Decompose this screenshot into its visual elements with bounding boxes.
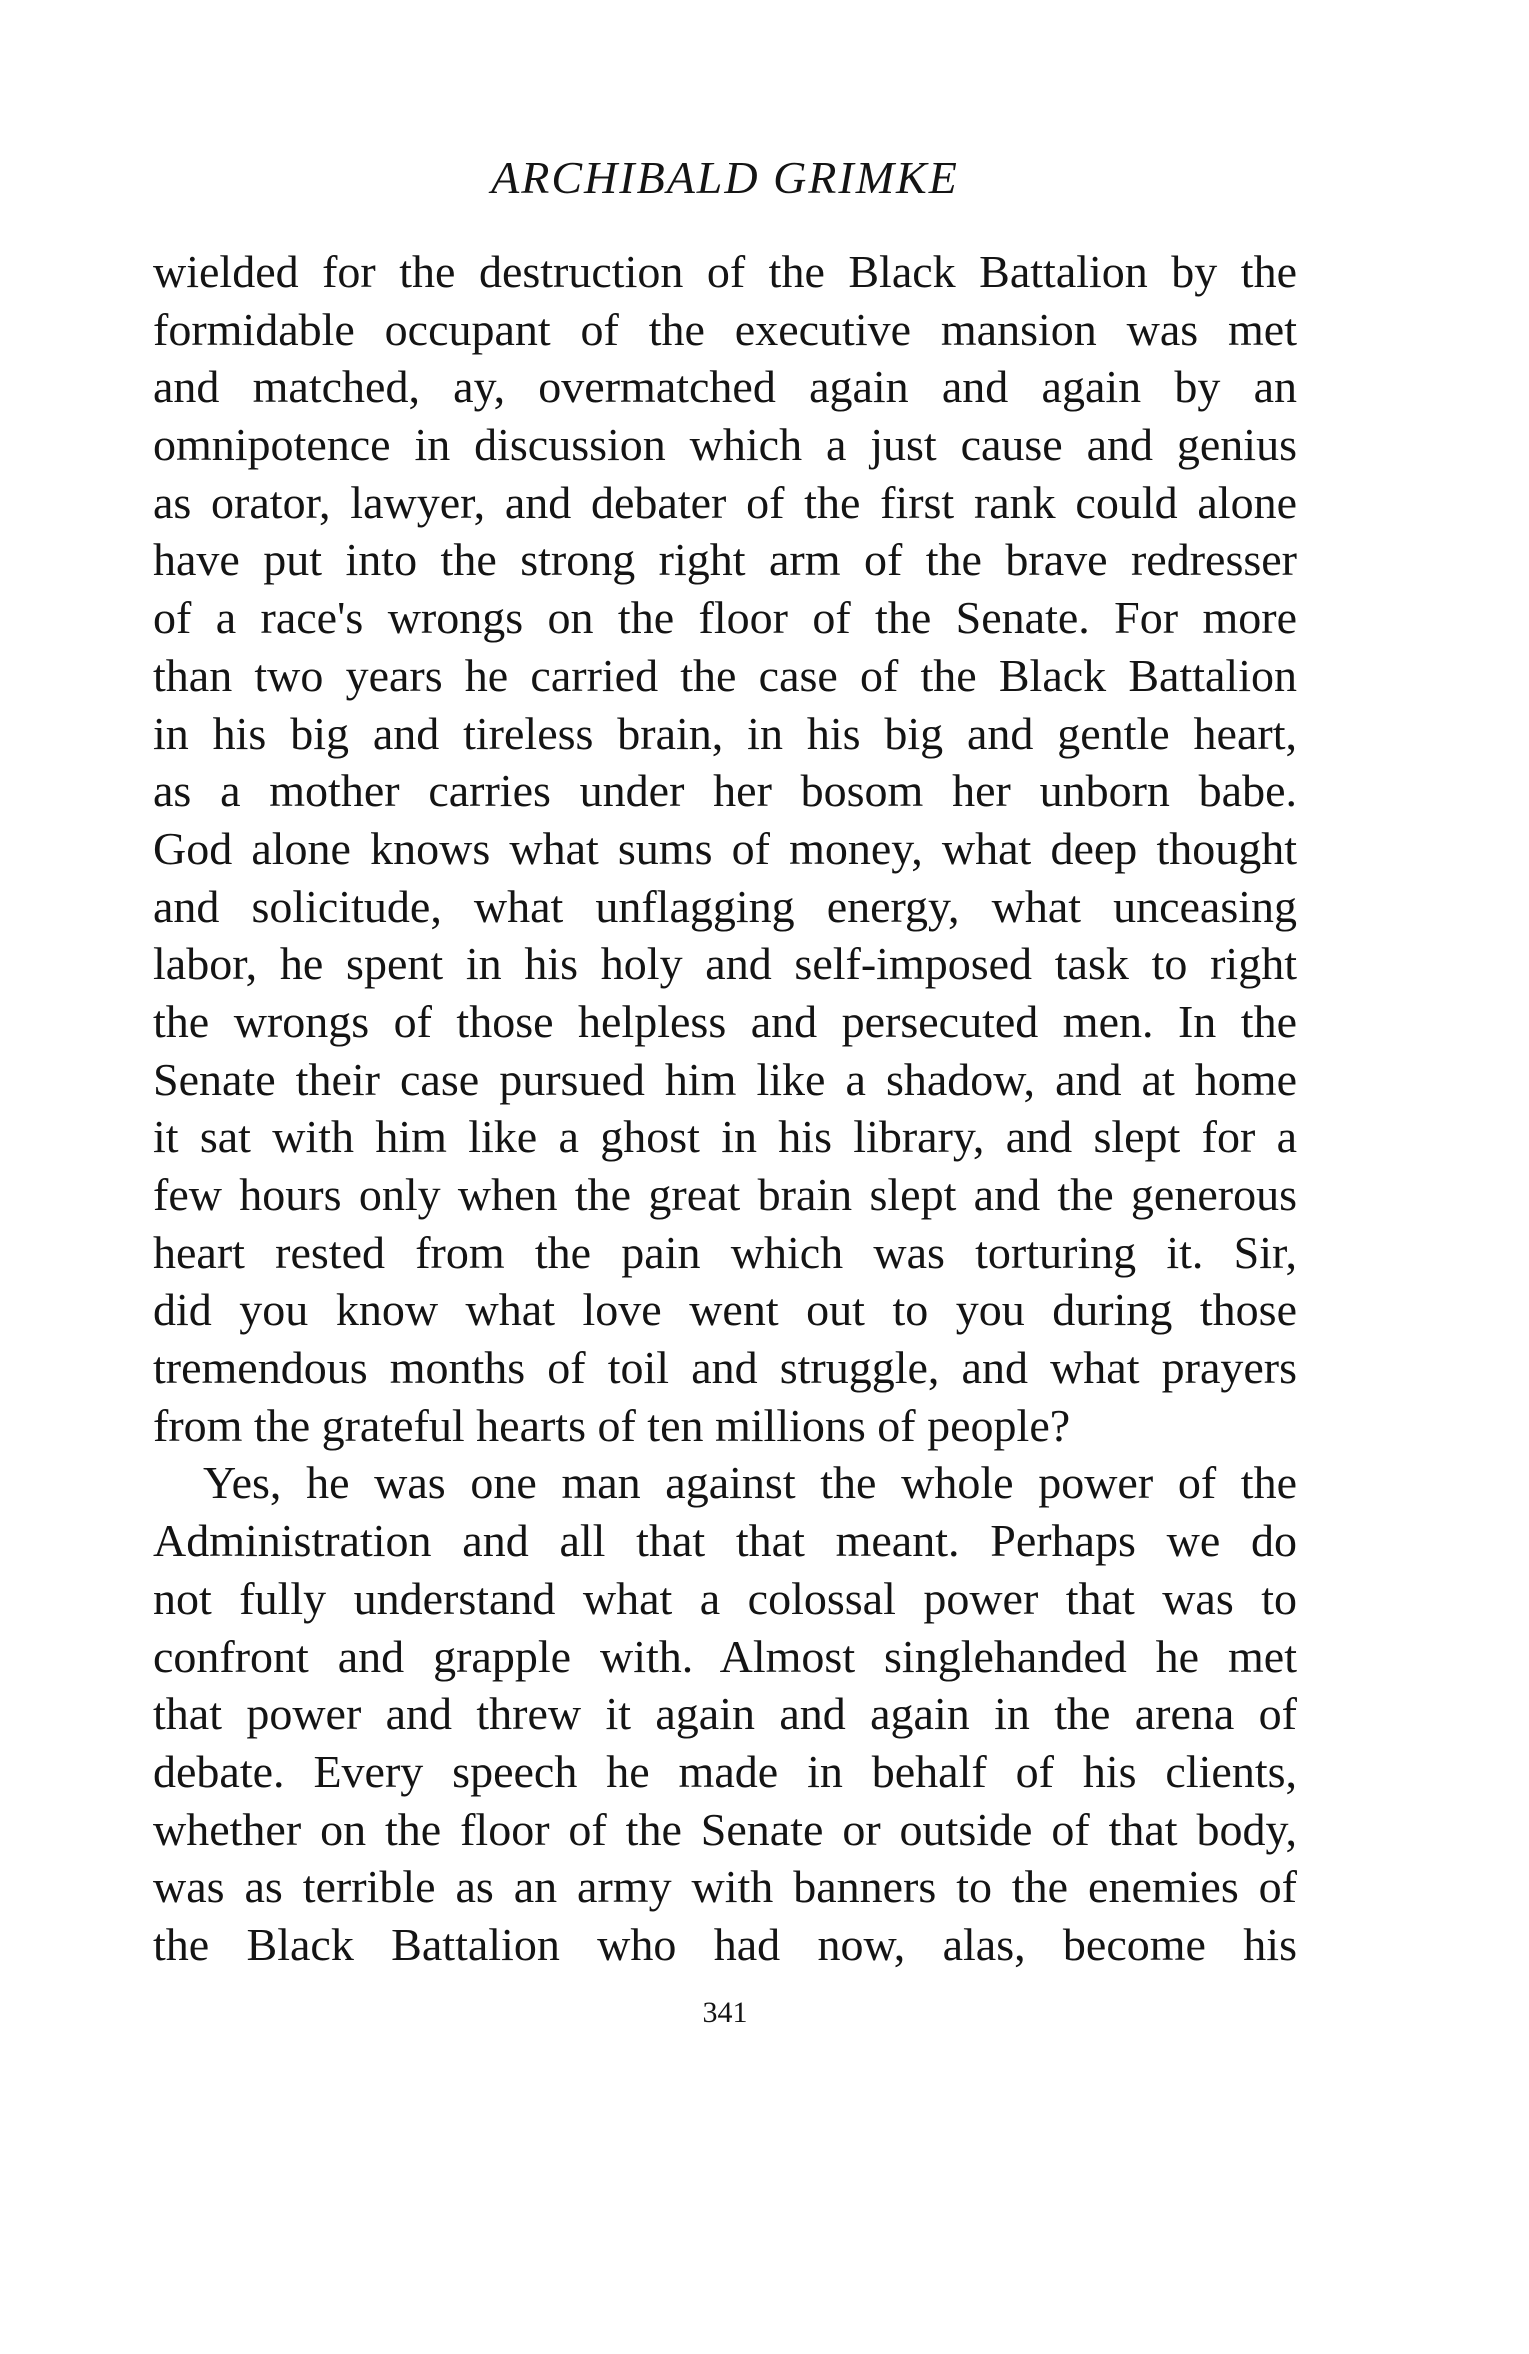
text-line: the Black Battalion who had now, alas, become his [153, 1918, 1297, 1970]
text-line: did you know what love went out to you during those [153, 1284, 1297, 1336]
paragraph-end-line: from the grateful hearts of ten millions of people? [153, 1399, 1071, 1451]
text-line: debate. Every speech he made in behalf of his clients, [153, 1745, 1297, 1797]
text-line: than two years he carried the case of the Black Battalion [153, 649, 1297, 701]
text-line: as orator, lawyer, and debater of the first rank could alone [153, 476, 1297, 528]
running-head: ARCHIBALD GRIMKE [491, 152, 959, 203]
text-line: of a race's wrongs on the floor of the Senate. For more [153, 592, 1297, 644]
text-line: few hours only when the great brain slept and the generous [153, 1169, 1297, 1220]
text-line: whether on the floor of the Senate or outside of that body, [153, 1803, 1297, 1855]
text-line: formidable occupant of the executive mansion was met [153, 303, 1297, 355]
text-line: and solicitude, what unflagging energy, what unceasing [153, 880, 1297, 932]
text-line: confront and grapple with. Almost singlehanded he met [153, 1630, 1297, 1682]
page-number: 341 [702, 1996, 748, 2029]
text-line: as a mother carries under her bosom her unborn babe. [153, 765, 1297, 817]
text-line: in his big and tireless brain, in his big and gentle heart, [153, 707, 1297, 759]
text-line: that power and threw it again and again in the arena of [153, 1688, 1297, 1740]
text-line: Senate their case pursued him like a shadow, and at home [153, 1053, 1297, 1105]
text-line: heart rested from the pain which was torturing it. Sir, [153, 1226, 1297, 1278]
text-line: omnipotence in discussion which a just cause and genius [153, 419, 1297, 471]
text-line: wielded for the destruction of the Black Battalion by the [153, 246, 1297, 297]
text-line: it sat with him like a ghost in his library, and slept for a [153, 1111, 1297, 1163]
text-line: the wrongs of those helpless and persecuted men. In the [153, 995, 1297, 1047]
text-line: Administration and all that that meant. Perhaps we do [153, 1515, 1297, 1567]
text-line: was as terrible as an army with banners to the enemies of [153, 1861, 1297, 1913]
body-text [153, 243, 1297, 1974]
text-line: have put into the strong right arm of the brave redresser [153, 534, 1297, 586]
text-line: labor, he spent in his holy and self-imposed task to right [153, 938, 1297, 990]
text-line: not fully understand what a colossal power that was to [153, 1572, 1297, 1624]
text-line: and matched, ay, overmatched again and again by an [153, 361, 1297, 413]
text-line: tremendous months of toil and struggle, and what prayers [153, 1342, 1297, 1394]
paragraph-start-line: Yes, he was one man against the whole power of the [203, 1457, 1297, 1509]
text-line: God alone knows what sums of money, what deep thought [153, 822, 1297, 874]
